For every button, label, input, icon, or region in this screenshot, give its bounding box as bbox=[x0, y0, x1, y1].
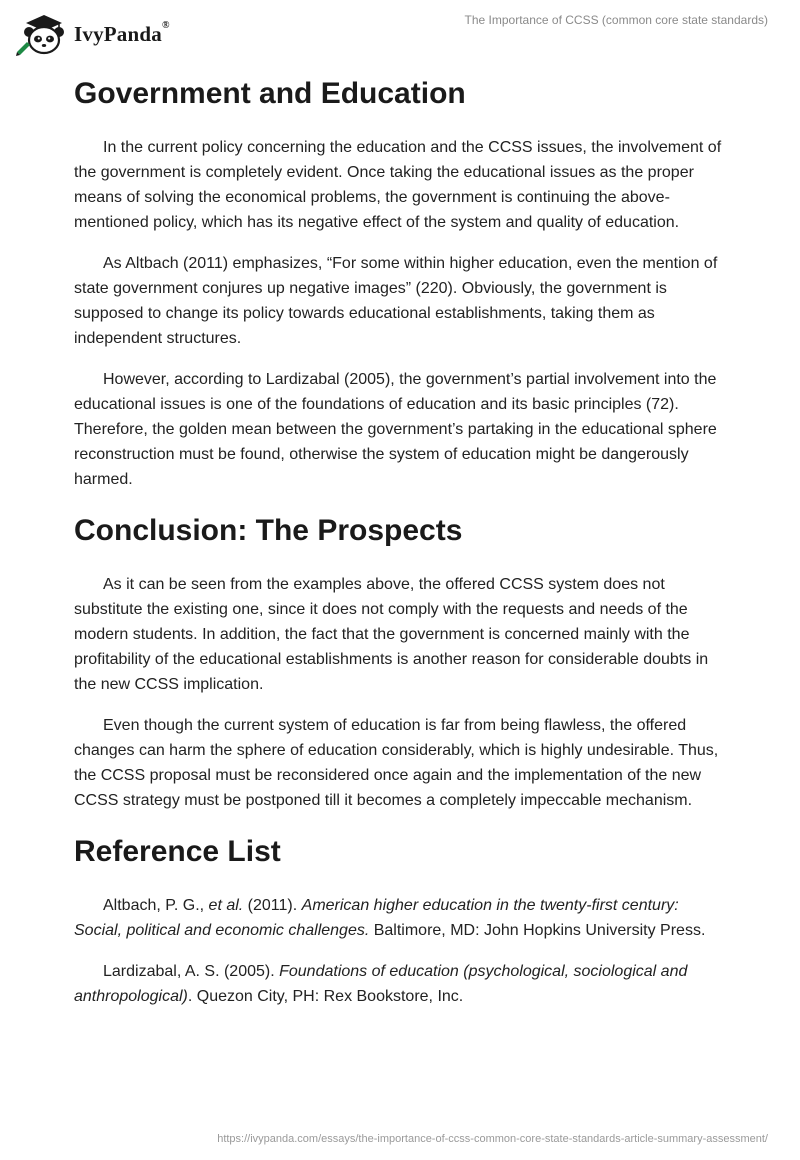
reference-item: Lardizabal, A. S. (2005). Foundations of education (psychological, sociological and anthropological). Quezon City, PH: Rex Bookstore, Inc. bbox=[74, 963, 688, 1005]
paragraph: As it can be seen from the examples above, the offered CCSS system does not substitute the existing one, since it does not comply with the requests and needs of the modern students. In addition, the fact that the government is concerned mainly with the profitability of the educational establishments is another reason for considerable doubts in the new CCSS implication. bbox=[74, 576, 709, 693]
panda-logo-icon bbox=[14, 8, 70, 56]
paragraph: Even though the current system of education is far from being flawless, the offered changes can harm the sphere of education considerably, which is highly undesirable. Thus, the CCSS proposal must be reconsidered once again and the implementation of the new CCSS strategy must be postponed till it becomes a completely impeccable mechanism. bbox=[74, 717, 719, 809]
logo[interactable] bbox=[14, 8, 170, 56]
reference-item: Altbach, P. G., et al. (2011). American higher education in the twenty-first century: Social, political and economic challenges. Baltimore, MD: John Hopkins University Press. bbox=[74, 897, 706, 939]
paragraph: In the current policy concerning the education and the CCSS issues, the involvement of the government is completely evident. Once taking the educational issues as the proper means of solving the economical problems, the government is continuing the above-mentioned policy, which has its negative effect of the system and quality of education. bbox=[74, 139, 722, 231]
page-header bbox=[0, 0, 800, 70]
section-heading: Government and Education bbox=[74, 77, 466, 110]
document-title: The Importance of CCSS (common core state standards) bbox=[464, 13, 768, 27]
section-heading: Conclusion: The Prospects bbox=[74, 514, 463, 547]
source-url-link[interactable]: https://ivypanda.com/essays/the-importance-of-ccss-common-core-state-standards-article-summary-assessment/ bbox=[217, 1133, 768, 1145]
paragraph: As Altbach (2011) emphasizes, “For some within higher education, even the mention of state government conjures up negative images” (220). Obviously, the government is supposed to change its policy towards educational establishments, taking them as independent structures. bbox=[74, 255, 718, 347]
brand-name: IvyPanda® bbox=[74, 19, 170, 46]
paragraph: However, according to Lardizabal (2005), the government’s partial involvement into the educational issues is one of the foundations of education and its basic principles (72). Therefore, the golden mean between the government’s partaking in the educational sphere reconstruction must be found, otherwise the system of education might be dangerously harmed. bbox=[74, 371, 717, 488]
article-body bbox=[74, 70, 724, 1009]
section-heading: Reference List bbox=[74, 835, 281, 868]
